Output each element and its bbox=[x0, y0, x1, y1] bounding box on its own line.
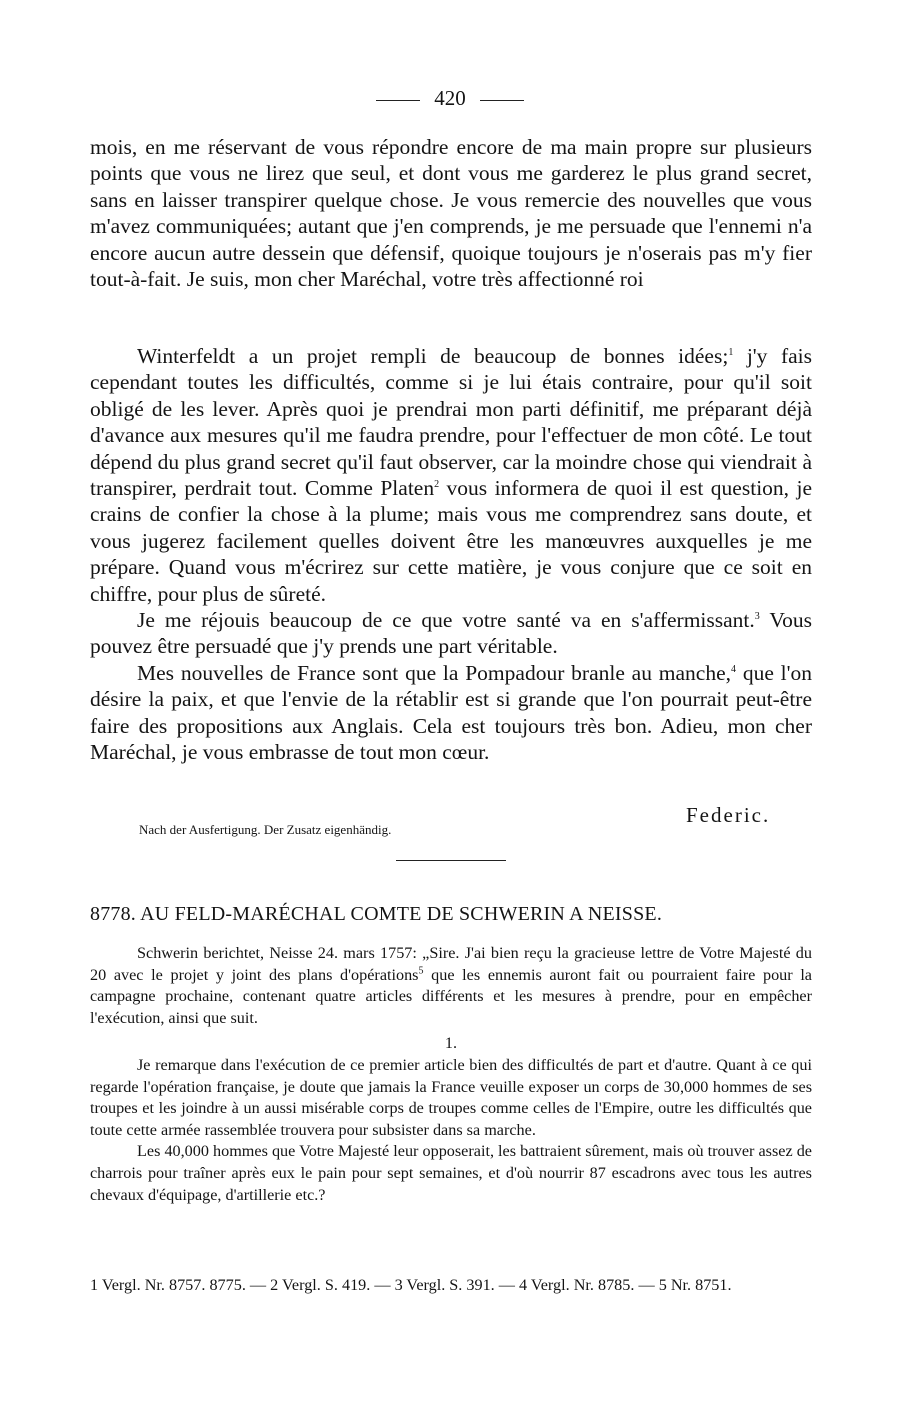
letter-postscript bbox=[90, 343, 812, 766]
paragraph-continuation: mois, en me réservant de vous répondre encore de ma main propre sur plusieurs points que vous ne lirez que seul, et dont vous me garderez le plus grand secret, sans en laisser transpirer quelque chose. Je vous remercie des nouvelles que vous m'avez communiquées; autant que j'en comprends, je me persuade que l'ennemi n'a encore aucun autre dessein que défensif, quoique toujours je n'oserais pas m'y fier tout-à-fait. Je suis, mon cher Maréchal, votre très affectionné roi bbox=[90, 135, 812, 292]
footnote-ref: 5 bbox=[418, 965, 424, 977]
paragraph-france: Mes nouvelles de France sont que la Pompadour branle au manche,$^4$ que l'on désire la paix, et que l'envie de la rétablir est si grande que l'on pourrait peut-être faire des propositions aux Anglais. Cela est toujours très bon. Adieu, mon cher Maréchal, je vous embrasse de tout mon cœur. bbox=[90, 660, 813, 765]
report-paragraph-2: Les 40,000 hommes que Votre Majesté leur opposerait, les battraient sûrement, mais où trouver assez de charrois pour traîner après eux le pain pour sept semaines, et d'où nourrir 87 escadrons avec tous les autres chevaux d'équipage, d'artillerie etc.? bbox=[90, 1142, 812, 1204]
section-divider bbox=[396, 860, 506, 861]
report-intro: Schwerin berichtet, Neisse 24. mars 1757: „Sire. J'ai bien reçu la gracieuse lettre de Votre Majesté du 20 avec le projet y joint des plans d'opérations$^5$ que les ennemis auront fait ou pourraient faire pour la campagne prochaine, contenant quatre articles différents et les mesures à prendre, pour en empêcher l'exécution, ainsi que suit. bbox=[90, 944, 812, 1027]
page-number: 420 bbox=[434, 86, 466, 110]
footnote-ref: 3 bbox=[754, 610, 760, 622]
document-title: 8778. AU FELD-MARÉCHAL COMTE DE SCHWERIN A NEISSE. bbox=[90, 903, 663, 925]
page-header bbox=[0, 86, 900, 111]
footnote-ref: 2 bbox=[434, 478, 440, 490]
footnote-ref: 1 bbox=[728, 346, 734, 358]
letter-body bbox=[90, 134, 812, 292]
source-note: Nach der Ausfertigung. Der Zusatz eigenhändig. bbox=[139, 822, 392, 837]
footnote-ref: 4 bbox=[731, 663, 737, 675]
section-number: 1. bbox=[444, 1034, 458, 1053]
paragraph-health: Je me réjouis beaucoup de ce que votre santé va en s'affermissant.$^3$ Vous pouvez être persuadé que j'y prends une part véritable. bbox=[90, 608, 813, 659]
header-rule-left bbox=[376, 100, 420, 101]
report-body bbox=[90, 943, 812, 1206]
header-rule-right bbox=[480, 100, 524, 101]
report-paragraph-1: Je remarque dans l'exécution de ce premier article bien des difficultés de part et d'autre. Quant à ce qui regarde l'opération française, je doute que jamais la France veuille exposer un corps de 30,000 hommes de ses troupes et les joindre à un aussi misérable corps de troupes comme celles de l'Empire, outre les difficultés que toute cette armée rassemblée trouvera pour subsister dans sa marche. bbox=[90, 1055, 812, 1139]
paragraph-winterfeldt: Winterfeldt a un projet rempli de beaucoup de bonnes idées;$^1$ j'y fais cependant toutes les difficultés, comme si je lui étais contraire, pour qu'il soit obligé de les lever. Après quoi je prendrai mon parti définitif, me préparant déjà d'avance aux mesures qu'il me faudra prendre, pour l'effectuer de mon côté. Le tout dépend du plus grand secret qu'il faut observer, car la moindre chose qui viendrait à transpirer, perdrait tout. Comme Platen$^2$ vous informera de quoi il est question, je crains de confier la chose à la plume; mais vous me comprendrez sans doute, et vous jugerez facilement quelles doivent être les manœuvres auxquelles je me prépare. Quand vous m'écrirez sur cette matière, je vous conjure que ce soit en chiffre, pour plus de sûreté. bbox=[90, 344, 813, 606]
footnotes: 1 Vergl. Nr. 8757. 8775. — 2 Vergl. S. 419. — 3 Vergl. S. 391. — 4 Vergl. Nr. 8785. — 5 Nr. 8751. bbox=[90, 1276, 732, 1294]
signature: Federic. bbox=[686, 803, 771, 827]
